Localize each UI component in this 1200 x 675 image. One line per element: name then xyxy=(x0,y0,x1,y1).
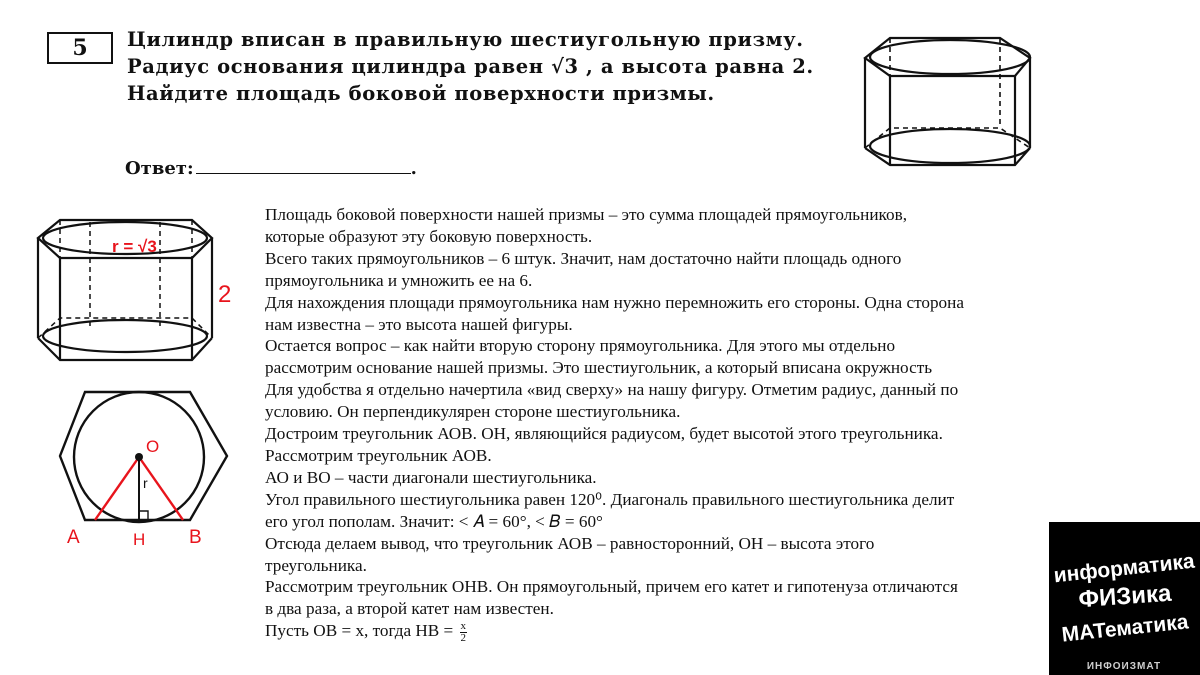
logo-line-informatika: информатика xyxy=(1052,549,1196,588)
solution-last-line xyxy=(265,620,1055,644)
solution-line: Рассмотрим треугольник АОВ. xyxy=(265,445,492,465)
r-label: r xyxy=(143,475,148,491)
solution-line: Рассмотрим треугольник ОНВ. Он прямоугольный, причем его катет и гипотенуза отличаются xyxy=(265,577,958,597)
task-line-1: Цилиндр вписан в правильную шестиугольную призму. xyxy=(127,28,804,51)
solution-line: в два раза, а второй катет нам известен. xyxy=(265,599,554,619)
task-line-3: Найдите площадь боковой поверхности призмы. xyxy=(127,82,715,105)
solution-line: Площадь боковой поверхности нашей призмы – это сумма площадей прямоугольников, xyxy=(265,205,908,224)
solution-text xyxy=(265,204,1055,644)
solution-line: Для удобства я отдельно начертила «вид сверху» на нашу фигуру. Отметим радиус, данный по xyxy=(265,380,959,400)
solution-line: треугольника. xyxy=(265,555,367,575)
answer-blank-line xyxy=(196,159,411,174)
task-line-2: Радиус основания цилиндра равен √3 , а высота равна 2. xyxy=(127,55,814,78)
fraction-denominator: 2 xyxy=(460,631,467,644)
answer-row: Ответ: . xyxy=(125,158,417,179)
last-line-prefix: Пусть ОВ = х, тогда НВ = xyxy=(265,621,454,641)
solution-line: его угол пополам. Значит: < 𝐴 = 60°, < 𝐵 = 60° xyxy=(265,511,603,531)
solution-line: Для нахождения площади прямоугольника нам нужно перемножить его стороны. Одна сторона xyxy=(265,292,964,312)
point-h-label: H xyxy=(133,530,146,549)
solution-line: Достроим треугольник АОВ. ОН, являющийся радиусом, будет высотой этого треугольника. xyxy=(265,424,943,444)
solution-line: Угол правильного шестиугольника равен 120⁰. Диагональ правильного шестиугольника делит xyxy=(265,489,955,509)
infizmat-logo xyxy=(1049,522,1200,675)
prism-diagram xyxy=(855,28,1045,178)
solution-line: нам известна – это высота нашей фигуры. xyxy=(265,314,573,334)
solution-line: которые образуют эту боковую поверхность. xyxy=(265,226,593,246)
solution-line: прямоугольника и умножить ее на 6. xyxy=(265,270,533,290)
solution-line: Отсюда делаем вывод, что треугольник АОВ – равносторонний, ОН – высота этого xyxy=(265,533,875,553)
fraction-numerator: x xyxy=(460,619,467,632)
solution-line: рассмотрим основание нашей призмы. Это шестиугольник, а который вписана окружность xyxy=(265,358,933,378)
height-annotation: 2 xyxy=(218,281,232,308)
task-number: 5 xyxy=(72,35,88,61)
radius-annotation: r = √3 xyxy=(112,237,157,256)
point-o-label: O xyxy=(146,437,160,456)
logo-line-matematika: МАТематика xyxy=(1060,610,1190,647)
solution-line: Остается вопрос – как найти вторую сторону прямоугольника. Для этого мы отдельно xyxy=(265,336,896,356)
top-view-diagram xyxy=(55,380,235,555)
annotated-prism-sketch xyxy=(30,208,250,368)
solution-line: условию. Он перпендикулярен стороне шестиугольника. xyxy=(265,402,681,422)
solution-line: АО и ВО – части диагонали шестиугольника. xyxy=(265,467,597,487)
task-number-box xyxy=(47,32,113,64)
logo-brand: ИНФОИЗМАТ xyxy=(1086,661,1162,672)
fraction-x-over-2 xyxy=(460,621,468,644)
answer-label: Ответ: xyxy=(125,158,194,179)
solution-line: Всего таких прямоугольников – 6 штук. Значит, нам достаточно найти площадь одного xyxy=(265,248,902,268)
point-a-label: A xyxy=(67,527,80,548)
point-b-label: B xyxy=(189,527,202,548)
logo-line-fizika: ФИЗика xyxy=(1077,579,1173,614)
